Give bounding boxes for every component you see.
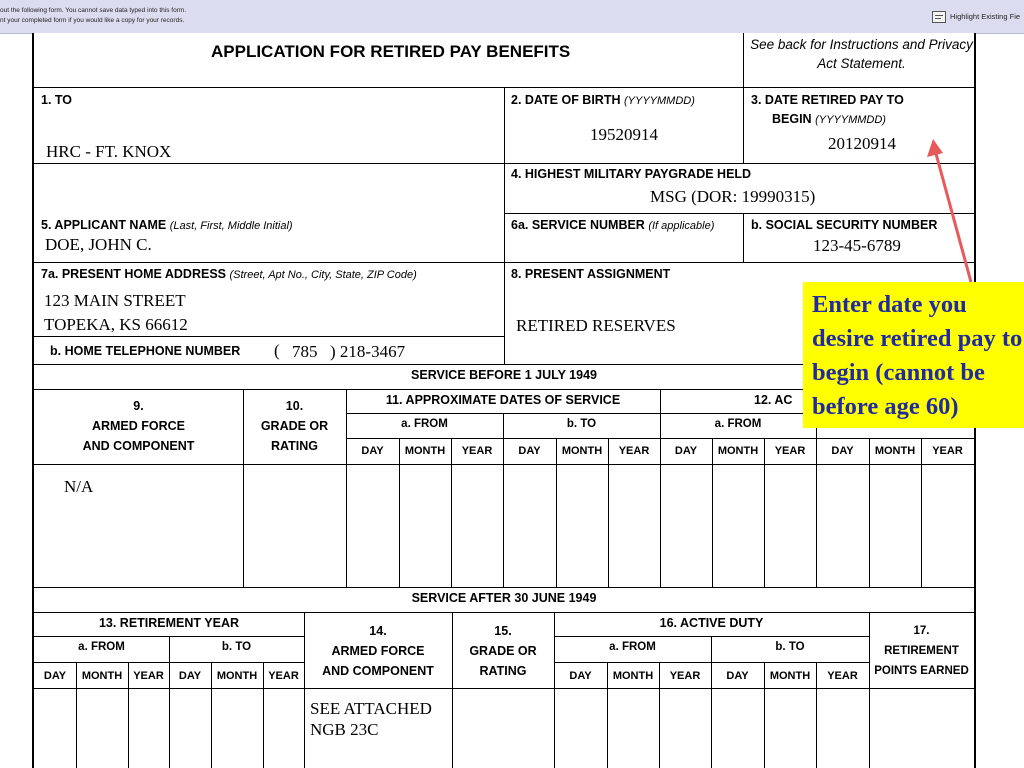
col16a-header: a. FROM [609,641,656,653]
phone-label: b. HOME TELEPHONE NUMBER [50,344,241,358]
col13b-month: MONTH [216,670,258,682]
col16b-header: b. TO [775,641,805,653]
armed-force-before-1949-field[interactable]: N/A [64,477,94,496]
form-message-line-1: out the following form. You cannot save data typed into this form. [0,7,187,14]
highlight-fields-label: Highlight Existing Fie [950,12,1021,21]
col11-header: 11. APPROXIMATE DATES OF SERVICE [385,393,621,407]
col11b-year: YEAR [618,445,650,457]
col16-header: 16. ACTIVE DUTY [659,616,764,630]
ssn-label: b. SOCIAL SECURITY NUMBER [751,218,938,232]
paygrade-field[interactable]: MSG (DOR: 19990315) [650,187,816,206]
address-label: 7a. PRESENT HOME ADDRESS (Street, Apt No., City, State, ZIP Code) [41,267,417,281]
col13a-year: YEAR [133,670,164,682]
before-1949-header: SERVICE BEFORE 1 JULY 1949 [411,368,597,382]
col16a-month: MONTH [612,670,654,682]
applicant-name-label: 5. APPLICANT NAME (Last, First, Middle Initial) [41,218,293,232]
retired-pay-date-field[interactable]: 20120914 [828,134,896,153]
form-message-line-2: nt your completed form if you would like a copy for your records. [0,17,185,24]
assignment-field[interactable]: RETIRED RESERVES [516,316,676,335]
dob-field[interactable]: 19520914 [590,125,658,144]
col13b-year: YEAR [268,670,299,682]
phone-open-paren: ( [274,341,280,360]
col13b-day: DAY [178,670,202,682]
phone-number-field[interactable]: ) 218-3467 [330,342,406,361]
address-line-1[interactable]: 123 MAIN STREET [44,291,186,310]
col14-header: 14. ARMED FORCE AND COMPONENT [322,624,434,678]
col10-header: 10. GRADE OR RATING [260,399,329,453]
form-title: APPLICATION FOR RETIRED PAY BENEFITS [211,42,571,61]
col15-header: 15. GRADE OR RATING [469,624,537,678]
col12a-day: DAY [674,445,698,457]
col12-header: 12. AC [754,393,793,407]
col11a-year: YEAR [461,445,493,457]
instructions-note: See back for Instructions and Privacy Act Statement. [750,37,973,71]
col13a-month: MONTH [81,670,123,682]
retired-pay-date-label: 3. DATE RETIRED PAY TO [751,93,904,107]
col11b-header: b. TO [566,418,597,430]
col12a-year: YEAR [774,445,806,457]
col11b-day: DAY [518,445,541,457]
service-number-label: 6a. SERVICE NUMBER (If applicable) [511,218,715,232]
retired-pay-date-label-2: BEGIN (YYYYMMDD) [772,112,886,126]
col13b-header: b. TO [221,641,252,653]
instruction-callout: Enter date you desire retired pay to begin (cannot be before age 60) [803,282,1024,428]
col16b-month: MONTH [769,670,811,682]
col11a-header: a. FROM [401,418,448,430]
col16a-day: DAY [569,670,592,682]
col12a-month: MONTH [717,445,759,457]
col9-header: 9. ARMED FORCE AND COMPONENT [82,399,195,453]
to-field[interactable]: HRC - FT. KNOX [46,142,172,161]
address-line-2[interactable]: TOPEKA, KS 66612 [44,315,188,334]
col13-header: 13. RETIREMENT YEAR [98,616,240,630]
col12b-year: YEAR [932,445,963,457]
assignment-label: 8. PRESENT ASSIGNMENT [511,267,671,281]
col11a-month: MONTH [404,445,446,457]
col16b-year: YEAR [827,670,858,682]
to-label: 1. TO [41,93,73,107]
col16b-day: DAY [726,670,749,682]
col12b-day: DAY [831,445,854,457]
dob-label: 2. DATE OF BIRTH (YYYYMMDD) [511,93,695,107]
col12b-month: MONTH [874,445,916,457]
col11a-day: DAY [361,445,384,457]
applicant-name-field[interactable]: DOE, JOHN C. [45,235,152,254]
col12a-header: a. FROM [714,418,762,430]
ssn-field[interactable]: 123-45-6789 [813,236,901,255]
armed-force-after-1949-field[interactable]: SEE ATTACHED NGB 23C [310,699,432,739]
paygrade-label: 4. HIGHEST MILITARY PAYGRADE HELD [511,167,752,181]
phone-area-code-field[interactable]: 785 [292,342,318,361]
col13a-day: DAY [43,670,67,682]
col13a-header: a. FROM [78,641,125,653]
col17-header: 17. RETIREMENT POINTS EARNED [874,625,969,677]
after-1949-header: SERVICE AFTER 30 JUNE 1949 [411,591,597,605]
col16a-year: YEAR [669,670,701,682]
col11b-month: MONTH [561,445,603,457]
